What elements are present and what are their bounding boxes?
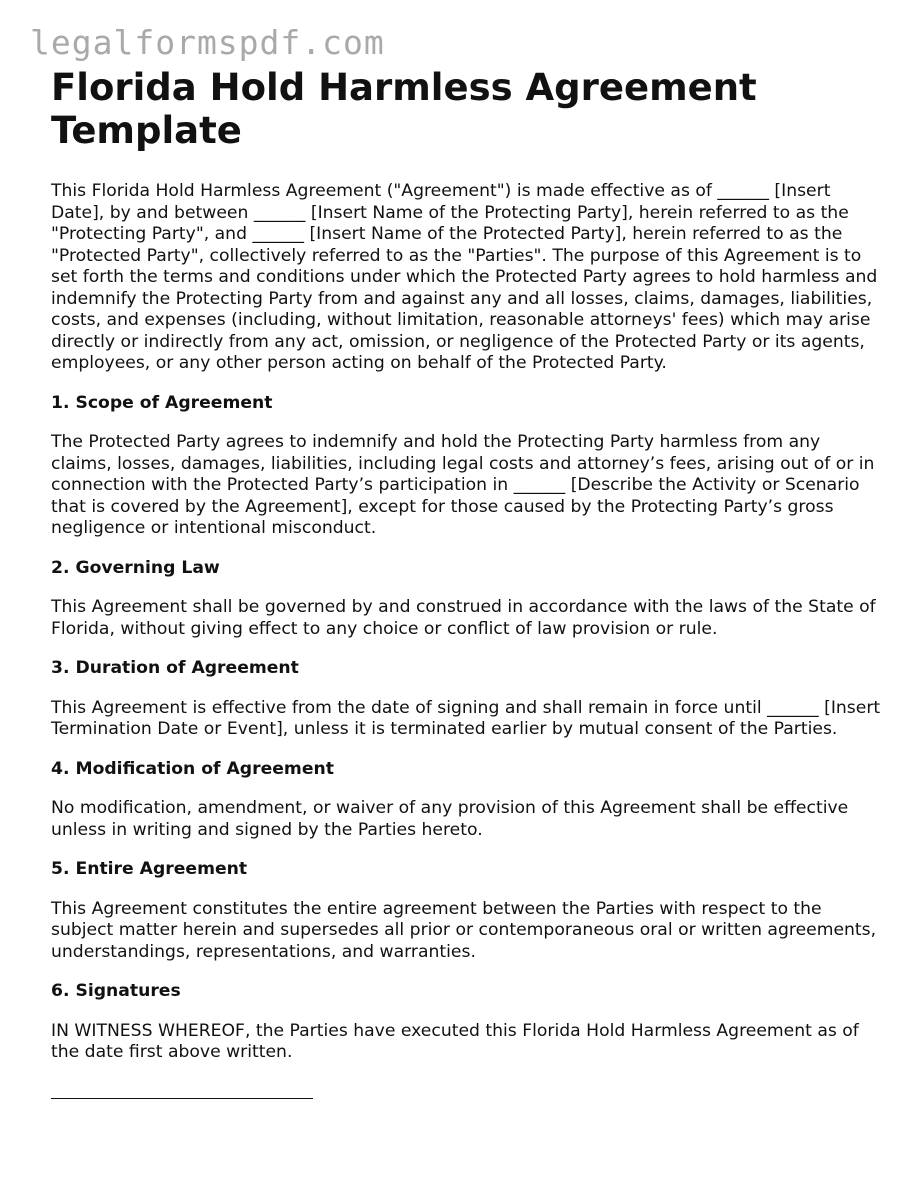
section-heading: 1. Scope of Agreement: [51, 392, 273, 413]
section-entire-agreement: [51, 859, 881, 963]
section-body: This Agreement constitutes the entire agreement between the Parties with respect to the subject matter herein and supersedes all prior or contemporaneous oral or written agreements, understandings, representations, and warranties.: [51, 898, 877, 962]
section-body: No modification, amendment, or waiver of any provision of this Agreement shall be effective unless in writing and signed by the Parties hereto.: [51, 798, 849, 840]
section-modification: [51, 759, 881, 842]
section-heading: 4. Modification of Agreement: [51, 758, 334, 779]
watermark: legalformspdf.com: [30, 23, 385, 62]
intro-paragraph: This Florida Hold Harmless Agreement ("Agreement") is made effective as of ______ [Insert Date], by and between ______ [Insert Name of the Protecting Party], herein referred to as the "Protecting Party", and ______ [Insert Name of the Protected Party], herein referred to as the "Protected Party", collectively referred to as the "Parties". The purpose of this Agreement is to set forth the terms and conditions under which the Protected Party agrees to hold harmless and indemnify the Protecting Party from and against any and all losses, claims, damages, liabilities, costs, and expenses (including, without limitation, reasonable attorneys' fees) which may arise directly or indirectly from any act, omission, or negligence of the Protected Party or its agents, employees, or any other person acting on behalf of the Protected Party.: [51, 181, 878, 373]
section-body: This Agreement shall be governed by and construed in accordance with the laws of the State of Florida, without giving effect to any choice or conflict of law provision or rule.: [51, 597, 876, 639]
section-signatures: [51, 981, 881, 1064]
section-governing-law: [51, 558, 881, 641]
section-body: This Agreement is effective from the date of signing and shall remain in force until ______ [Insert Termination Date or Event], unless it is terminated earlier by mutual consent of the Parties.: [51, 697, 881, 739]
section-heading: 6. Signatures: [51, 981, 181, 1001]
section-body: IN WITNESS WHEREOF, the Parties have executed this Florida Hold Harmless Agreement as of the date first above written.: [51, 1020, 859, 1062]
document-title: Florida Hold Harmless Agreement Template: [51, 66, 757, 152]
section-heading: 5. Entire Agreement: [51, 859, 248, 879]
signature-line[interactable]: [51, 1098, 313, 1099]
section-heading: 2. Governing Law: [51, 557, 220, 578]
section-heading: 3. Duration of Agreement: [51, 658, 299, 678]
section-duration: [51, 658, 881, 741]
document-body: [51, 66, 881, 1099]
section-body: The Protected Party agrees to indemnify and hold the Protecting Party harmless from any claims, losses, damages, liabilities, including legal costs and attorney’s fees, arising out of or in connection with the Protected Party’s participation in ______ [Describe the Activity or Scenario that is covered by the Agreement], except for those caused by the Protecting Party’s gross negligence or intentional misconduct.: [51, 432, 875, 538]
section-scope: [51, 393, 881, 540]
